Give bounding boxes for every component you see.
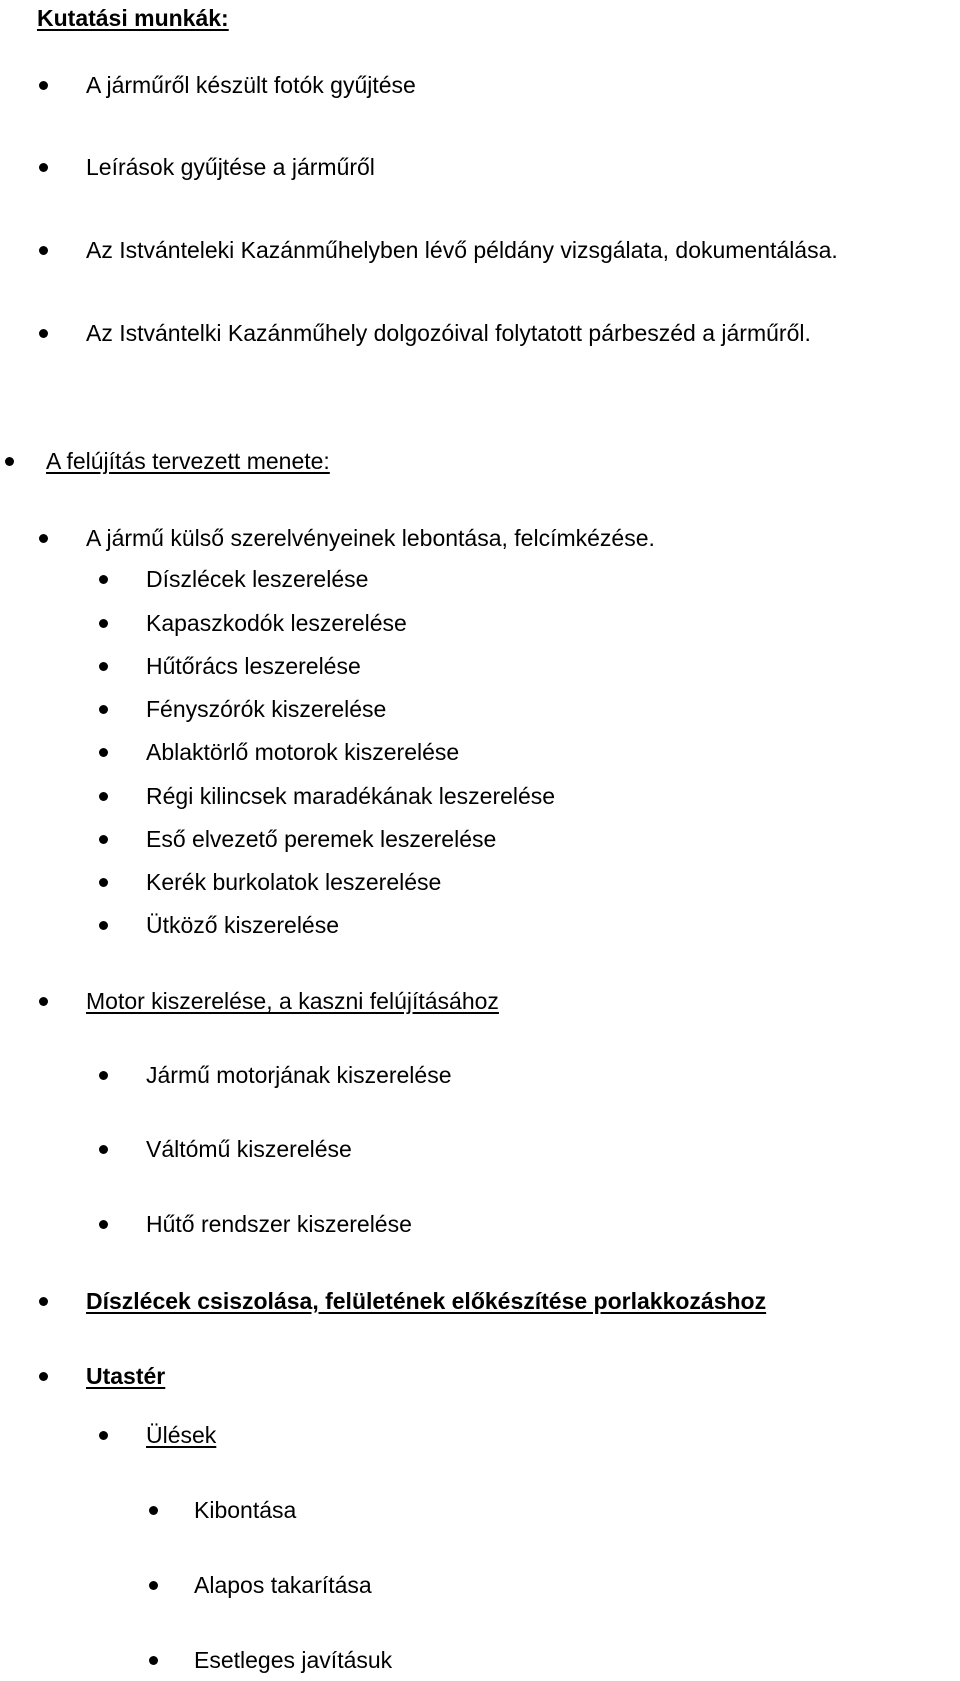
bullet-icon xyxy=(99,835,108,844)
sub-list-item-text: Ütköző kiszerelése xyxy=(146,912,340,938)
bullet-icon xyxy=(39,997,48,1006)
list-item-text: Utastér xyxy=(86,1363,166,1389)
sub-sub-list-item-text: Kibontása xyxy=(194,1497,297,1523)
bullet-icon xyxy=(99,662,108,671)
bullet-icon xyxy=(39,1372,48,1381)
bullet-icon xyxy=(39,246,48,255)
list-item-text: Az Istvántelki Kazánműhely dolgozóival folytatott párbeszéd a járműről. xyxy=(86,320,811,346)
bullet-icon xyxy=(99,1220,108,1229)
sub-list-item-text: Díszlécek leszerelése xyxy=(146,566,369,592)
bullet-icon xyxy=(99,1145,108,1154)
list-item-text: Díszlécek csiszolása, felületének előkészítése porlakkozáshoz xyxy=(86,1288,767,1314)
bullet-icon xyxy=(99,1431,108,1440)
sub-sub-list-item-text: Esetleges javításuk xyxy=(194,1647,393,1673)
list-item-text: Motor kiszerelése, a kaszni felújításához xyxy=(86,988,499,1014)
bullet-icon xyxy=(99,619,108,628)
bullet-icon xyxy=(149,1506,158,1515)
bullet-icon xyxy=(99,878,108,887)
sub-sub-list-item-text: Alapos takarítása xyxy=(194,1572,372,1598)
sub-list-item-text: Fényszórók kiszerelése xyxy=(146,696,387,722)
list-item-text: A jármű külső szerelvényeinek lebontása, felcímkézése. xyxy=(86,525,655,551)
bullet-icon xyxy=(99,921,108,930)
bullet-icon xyxy=(39,163,48,172)
page-title xyxy=(37,3,229,33)
plan-heading-text: A felújítás tervezett menete: xyxy=(46,448,330,474)
bullet-icon xyxy=(99,575,108,584)
sub-list-item-text: Váltómű kiszerelése xyxy=(146,1136,352,1162)
sub-list-item-text: Ablaktörlő motorok kiszerelése xyxy=(146,739,460,765)
list-item-text: Az Istvánteleki Kazánműhelyben lévő példány vizsgálata, dokumentálása. xyxy=(86,237,838,263)
sub-list-item-text: Jármű motorjának kiszerelése xyxy=(146,1062,452,1088)
bullet-icon xyxy=(149,1581,158,1590)
page-title-text: Kutatási munkák: xyxy=(37,5,229,31)
sub-list-item-text: Ülések xyxy=(146,1422,217,1448)
sub-list-item-text: Kapaszkodók leszerelése xyxy=(146,610,407,636)
list-item-text: Leírások gyűjtése a járműről xyxy=(86,154,375,180)
bullet-icon xyxy=(149,1656,158,1665)
bullet-icon xyxy=(39,1297,48,1306)
bullet-icon xyxy=(99,705,108,714)
sub-list-item-text: Hűtő rendszer kiszerelése xyxy=(146,1211,412,1237)
bullet-icon xyxy=(99,792,108,801)
sub-list-item-text: Eső elvezető peremek leszerelése xyxy=(146,826,497,852)
bullet-icon xyxy=(99,748,108,757)
bullet-icon xyxy=(39,329,48,338)
bullet-icon xyxy=(99,1071,108,1080)
list-item-text: A járműről készült fotók gyűjtése xyxy=(86,72,416,98)
sub-list-item-text: Kerék burkolatok leszerelése xyxy=(146,869,442,895)
bullet-icon xyxy=(39,534,48,543)
sub-list-item-text: Régi kilincsek maradékának leszerelése xyxy=(146,783,556,809)
sub-list-item-text: Hűtőrács leszerelése xyxy=(146,653,361,679)
bullet-icon xyxy=(39,81,48,90)
bullet-icon xyxy=(5,457,14,466)
